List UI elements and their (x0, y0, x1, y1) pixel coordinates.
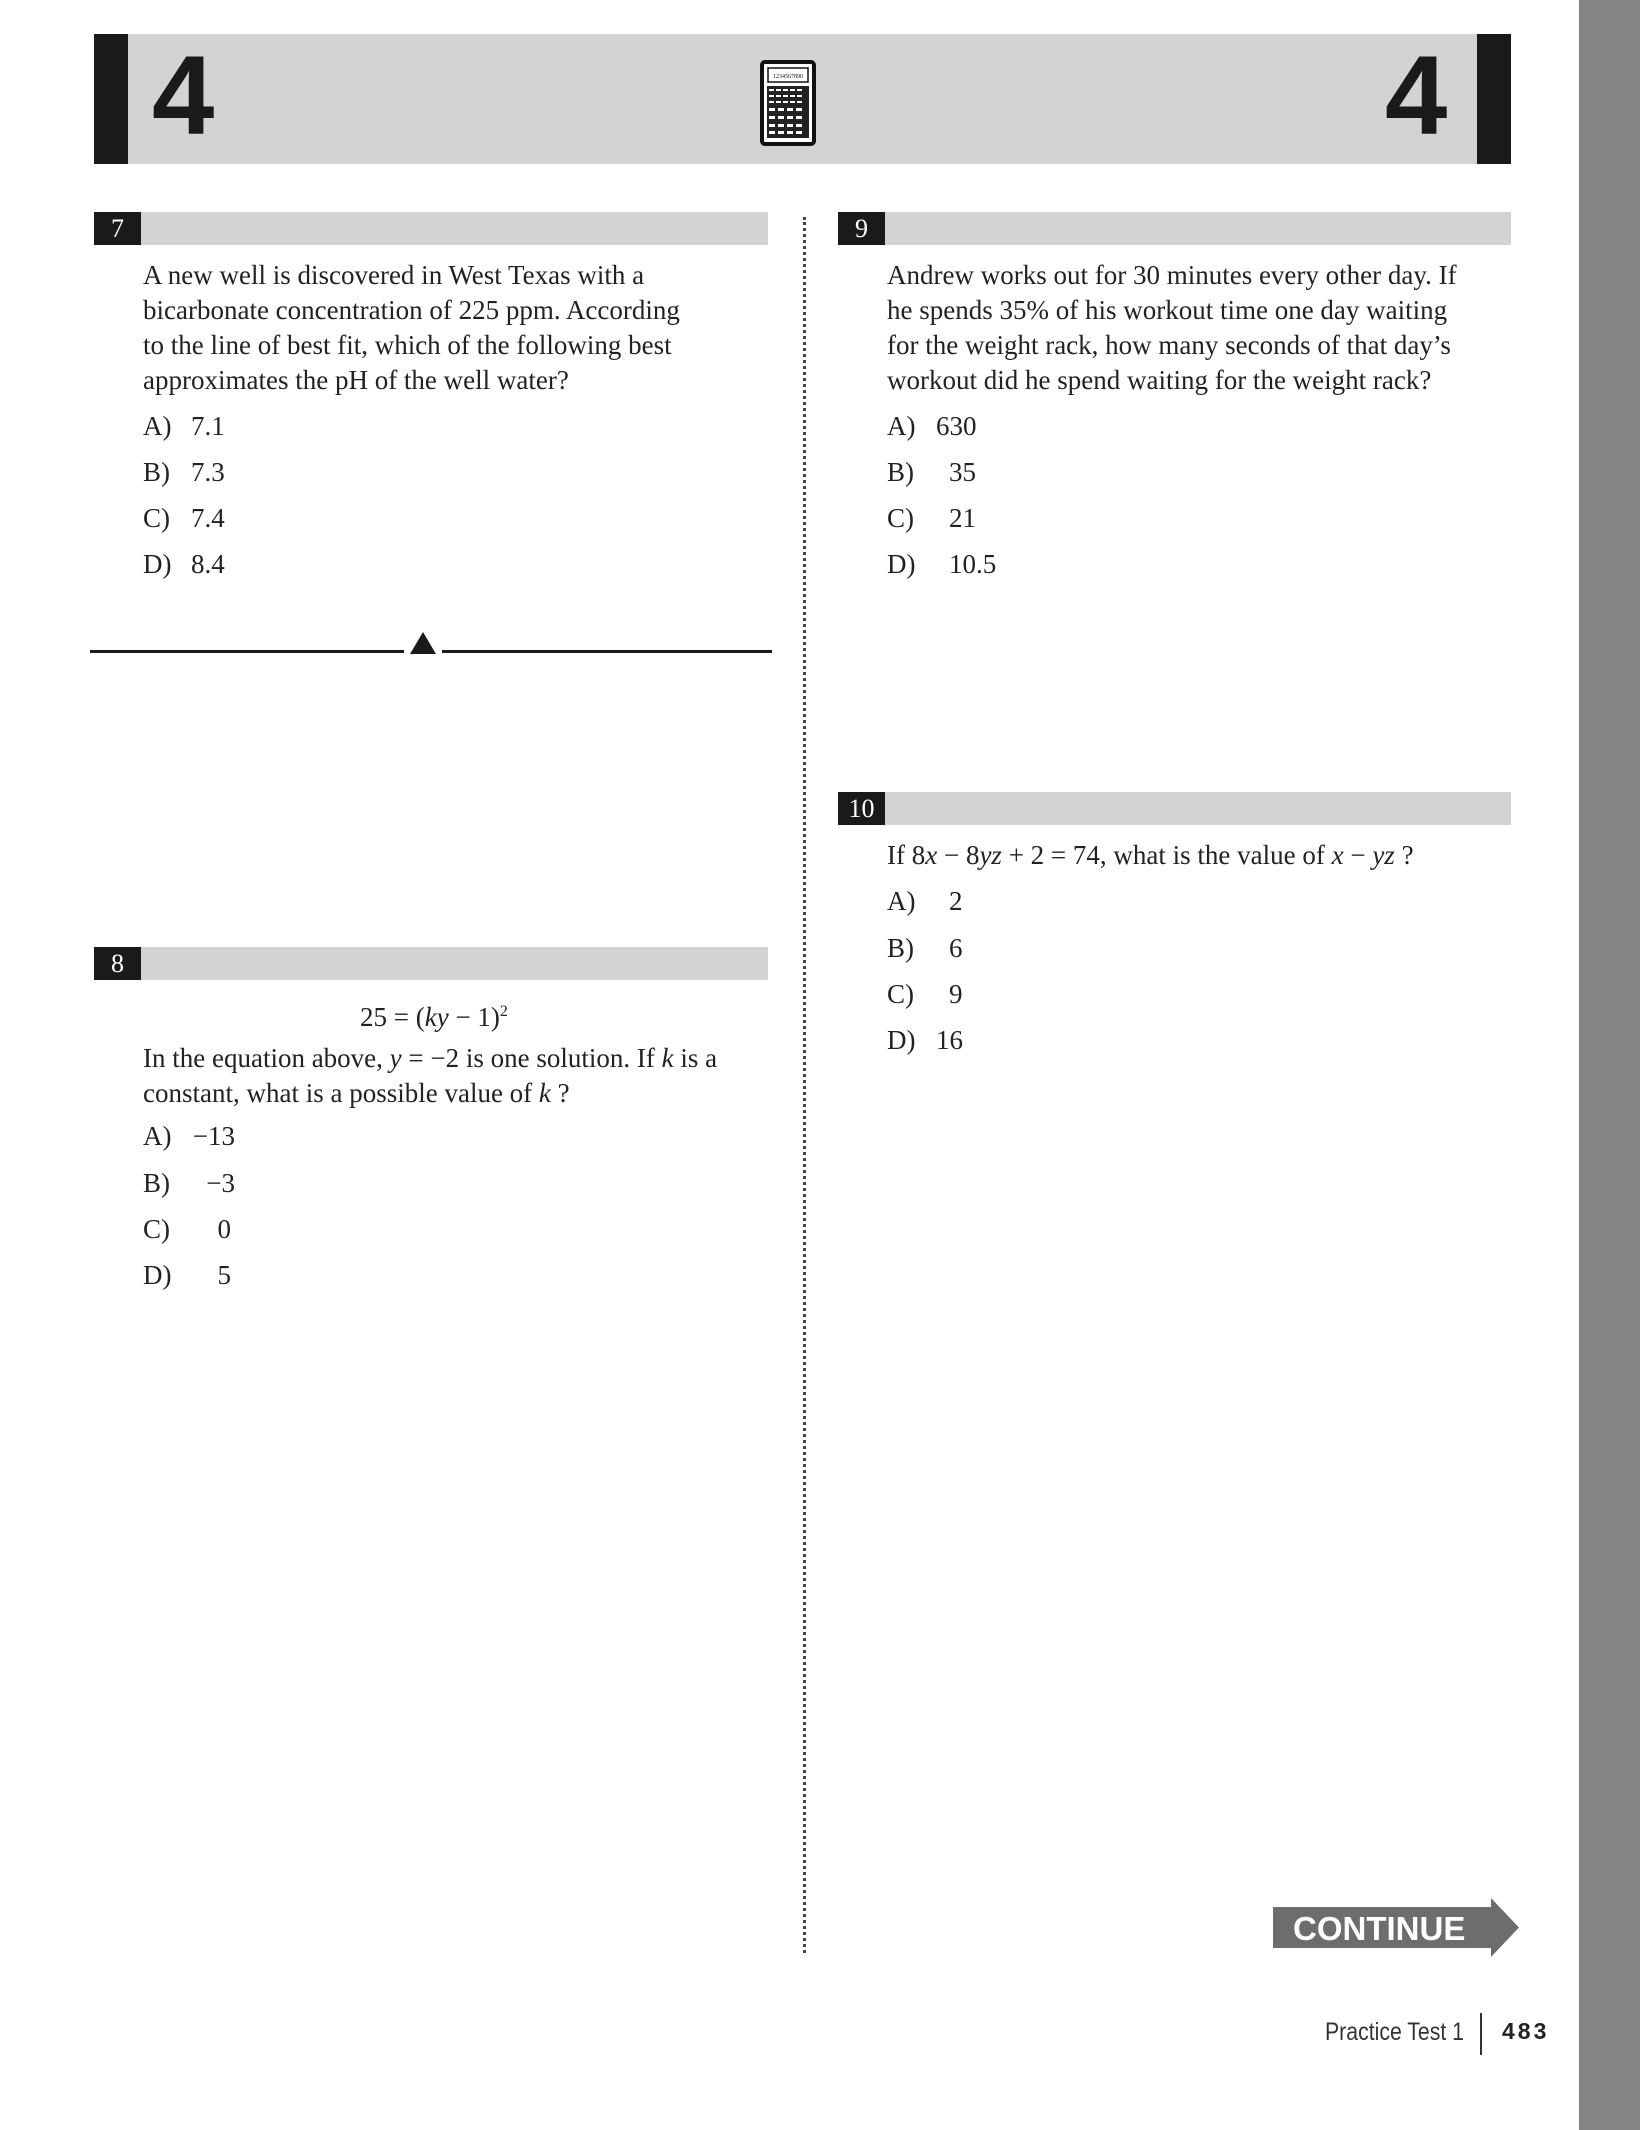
choice-letter: C) (887, 979, 914, 1009)
choice-8b[interactable] (143, 1166, 235, 1201)
continue-label: CONTINUE (1293, 1910, 1466, 1947)
t: is a (673, 1043, 718, 1073)
calculator-icon (758, 58, 818, 148)
t: In the equation above, (143, 1043, 390, 1073)
choice-9d[interactable] (887, 547, 997, 582)
choice-letter: D) (887, 1025, 916, 1055)
text-line (143, 1041, 717, 1076)
t: − 8 (937, 840, 980, 870)
question-8-number: 8 (94, 947, 141, 980)
choice-value: 0 (217, 1214, 231, 1244)
choice-value: 7.1 (191, 411, 225, 441)
t: + 2 = 74, what is the value of (1001, 840, 1332, 870)
choice-letter: D) (143, 549, 172, 579)
choice-value: 630 (936, 411, 977, 441)
text-line: approximates the pH of the well water? (143, 365, 569, 395)
text-line: workout did he spend waiting for the weight rack? (887, 365, 1432, 395)
choice-value: 16 (936, 1025, 963, 1055)
t: − (1343, 840, 1373, 870)
choice-letter: B) (143, 457, 170, 487)
choice-letter: A) (887, 411, 916, 441)
choice-letter: B) (887, 457, 914, 487)
var: yz (1372, 840, 1395, 870)
choice-letter: C) (887, 503, 914, 533)
choice-value: 5 (217, 1260, 231, 1290)
t: constant, what is a possible value of (143, 1078, 539, 1108)
question-10-header (838, 792, 1511, 825)
text-line: to the line of best fit, which of the following best (143, 330, 672, 360)
choice-value: −3 (206, 1168, 235, 1198)
choice-value: 7.4 (191, 503, 225, 533)
eq-part: 25 = ( (360, 1002, 425, 1032)
t: ? (550, 1078, 570, 1108)
choice-value: 35 (949, 457, 976, 487)
choice-letter: A) (143, 411, 172, 441)
text-line (143, 1076, 717, 1111)
choice-value: 10.5 (949, 549, 997, 579)
choice-9a[interactable] (887, 409, 977, 444)
choice-letter: D) (887, 549, 916, 579)
choice-7a[interactable] (143, 409, 225, 444)
question-9-text (887, 258, 1457, 398)
question-7-text (143, 258, 680, 398)
choice-8a[interactable] (143, 1119, 235, 1154)
text-line: A new well is discovered in West Texas with a (143, 260, 645, 290)
var: yz (979, 840, 1002, 870)
choice-letter: D) (143, 1260, 172, 1290)
choice-10d[interactable] (887, 1023, 963, 1058)
page-edge-strip (1579, 0, 1640, 2130)
choice-9b[interactable] (887, 455, 976, 490)
question-8-equation (360, 994, 508, 1035)
var: x (1331, 840, 1344, 870)
page-number: 483 (1502, 2018, 1550, 2044)
choice-value: 21 (949, 503, 976, 533)
section-number-right: 4 (1385, 33, 1448, 158)
question-10-number: 10 (838, 792, 885, 825)
var: k (661, 1043, 674, 1073)
text-line: bicarbonate concentration of 225 ppm. According (143, 295, 680, 325)
t: ? (1394, 840, 1414, 870)
choice-7b[interactable] (143, 455, 225, 490)
var: y (389, 1043, 402, 1073)
choice-letter: A) (143, 1121, 172, 1151)
choice-8c[interactable] (143, 1212, 231, 1247)
choice-10a[interactable] (887, 884, 963, 919)
text-line: he spends 35% of his workout time one day waiting (887, 295, 1448, 325)
column-divider (803, 217, 806, 1953)
choice-value: 6 (949, 933, 963, 963)
var: x (925, 840, 938, 870)
var: k (538, 1078, 551, 1108)
eq-part: − 1) (448, 1002, 500, 1032)
choice-letter: C) (143, 503, 170, 533)
choice-9c[interactable] (887, 501, 976, 536)
triangle-marker-icon (410, 632, 436, 654)
choice-letter: C) (143, 1214, 170, 1244)
text-line: for the weight rack, how many seconds of that day’s (887, 330, 1451, 360)
choice-letter: B) (887, 933, 914, 963)
eq-var: ky (424, 1002, 449, 1032)
choice-8d[interactable] (143, 1258, 231, 1293)
section-bar-right (1477, 34, 1511, 164)
footer-title: Practice Test 1 (1325, 2018, 1464, 2046)
choice-7c[interactable] (143, 501, 225, 536)
question-7-header (94, 212, 768, 245)
question-8-text (143, 1041, 717, 1111)
choice-letter: B) (143, 1168, 170, 1198)
section-bar-left (94, 34, 128, 164)
choice-10b[interactable] (887, 931, 963, 966)
choice-value: −13 (192, 1121, 235, 1151)
choice-7d[interactable] (143, 547, 225, 582)
choice-value: 8.4 (191, 549, 225, 579)
question-9-header (838, 212, 1511, 245)
choice-value: 9 (949, 979, 963, 1009)
question-8-header (94, 947, 768, 980)
question-7-number: 7 (94, 212, 141, 245)
footer-separator (1480, 2013, 1482, 2055)
eq-exponent: 2 (499, 1003, 508, 1020)
choice-value: 7.3 (191, 457, 225, 487)
choice-10c[interactable] (887, 977, 963, 1012)
question-9-number: 9 (838, 212, 885, 245)
text-line: Andrew works out for 30 minutes every other day. If (887, 260, 1457, 290)
svg-text:1234567890: 1234567890 (773, 74, 803, 80)
question-10-text (887, 838, 1414, 873)
choice-value: 2 (949, 886, 963, 916)
section-number-left: 4 (152, 33, 215, 158)
choice-letter: A) (887, 886, 916, 916)
t: If 8 (887, 840, 926, 870)
t: = −2 is one solution. If (401, 1043, 662, 1073)
